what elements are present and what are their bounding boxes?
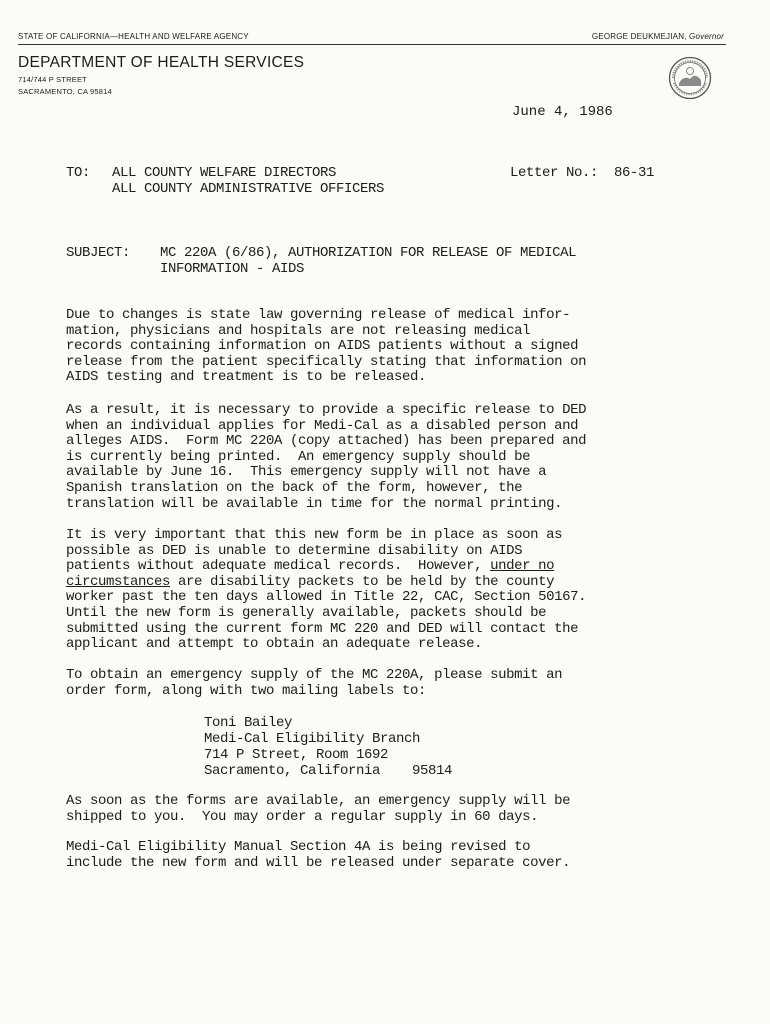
body-paragraph-7: Medi-Cal Eligibility Manual Section 4A is being revised to include the new form and will be released under separate cover. <box>66 839 571 871</box>
body-paragraph-3-end: are disability packets to be held by the county worker past the ten days allowed in Title 22, CAC, Section 50167. Until the new form is generally available, packets should be submitted using the current form MC 220 and DED will contact the applicant and attempt to obtain an adequate release. <box>66 573 587 653</box>
mailing-address-street: 714 P Street, Room 1692 <box>204 747 389 763</box>
body-paragraph-3 <box>66 528 678 653</box>
letterhead-rule <box>18 44 726 45</box>
state-seal-icon <box>668 56 712 100</box>
governor-title: Governor <box>689 32 724 41</box>
department-address-line2: SACRAMENTO, CA 95814 <box>18 87 112 96</box>
department-address-line1: 714/744 P STREET <box>18 75 87 84</box>
agency-name: STATE OF CALIFORNIA—HEALTH AND WELFARE AGENCY <box>18 32 249 41</box>
body-paragraph-2: As a result, it is necessary to provide a specific release to DED when an individual applies for Medi-Cal as a disabled person and alleges AIDS. Form MC 220A (copy attached) has been prepared and is currently being printed. An emergency supply should be available by June 16. This emergency supply will not have a Spanish translation on the back of the form, however, the translation will be available in time for the normal printing. <box>66 402 587 512</box>
emphasis-under-no: under no <box>490 558 555 575</box>
to-label: TO: <box>66 165 91 181</box>
body-paragraph-3-start: It is very important that this new form be in place as soon as possible as DED is unable to determine disability on AIDS patients without adequate medical records. However, <box>66 527 563 575</box>
addressee-line1: ALL COUNTY WELFARE DIRECTORS <box>112 165 337 181</box>
body-paragraph-4: To obtain an emergency supply of the MC 220A, please submit an order form, along with two mailing labels to: <box>66 667 563 699</box>
letter-number-value: 86-31 <box>614 165 655 181</box>
governor-name: GEORGE DEUKMEJIAN, <box>591 32 687 41</box>
letter-date: June 4, 1986 <box>512 104 613 120</box>
mailing-address-branch: Medi-Cal Eligibility Branch <box>204 731 421 747</box>
emphasis-circumstances: circumstances <box>66 573 171 590</box>
governor-line <box>592 32 724 41</box>
subject-label: SUBJECT: <box>66 245 131 261</box>
subject-line2: INFORMATION - AIDS <box>160 261 305 277</box>
letter-number-label: Letter No.: <box>510 165 599 181</box>
body-paragraph-1: Due to changes is state law governing release of medical infor- mation, physicians and hospitals are not releasing medical records containing information on AIDS patients without a signed release from the patient specifically stating that information on AIDS testing and treatment is to be released. <box>66 307 587 386</box>
body-paragraph-6: As soon as the forms are available, an emergency supply will be shipped to you. You may order a regular supply in 60 days. <box>66 793 571 825</box>
addressee-line2: ALL COUNTY ADMINISTRATIVE OFFICERS <box>112 181 385 197</box>
department-name: DEPARTMENT OF HEALTH SERVICES <box>18 54 305 71</box>
mailing-address-city: Sacramento, California 95814 <box>204 763 453 779</box>
mailing-address-name: Toni Bailey <box>204 715 293 731</box>
subject-line1: MC 220A (6/86), AUTHORIZATION FOR RELEASE OF MEDICAL <box>160 245 577 261</box>
